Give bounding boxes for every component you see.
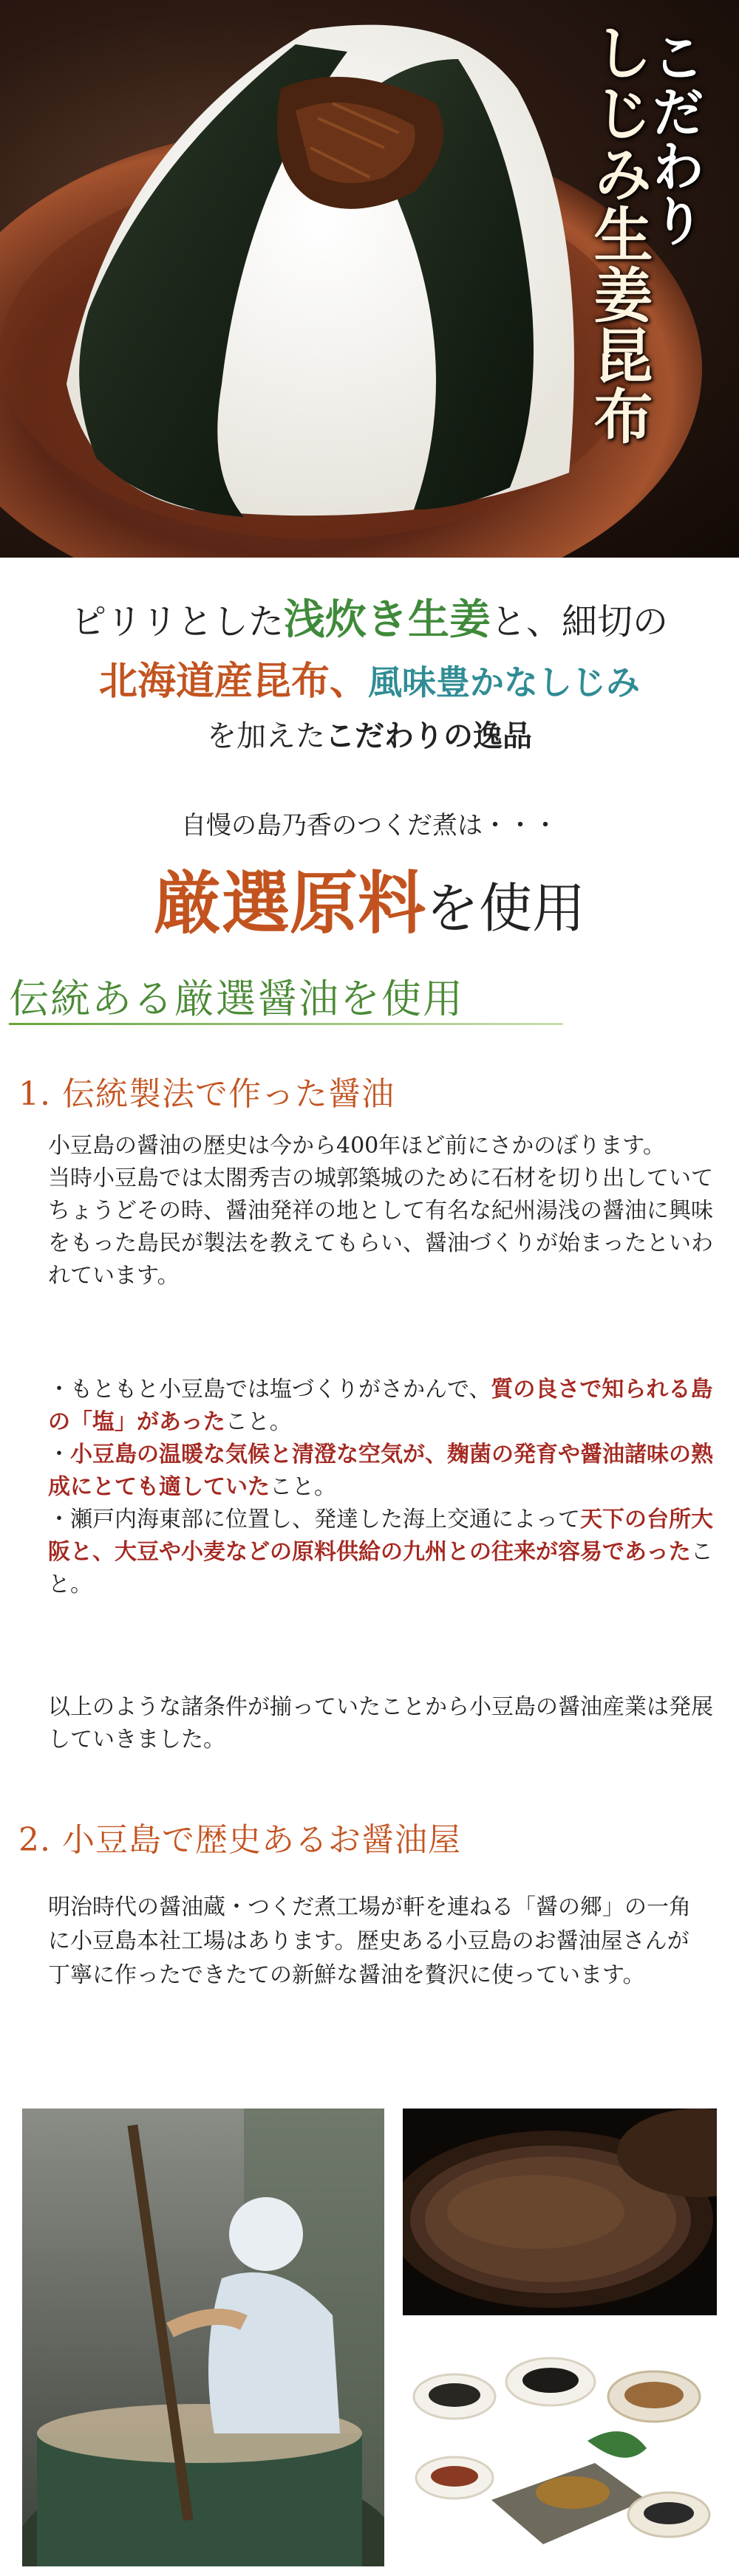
tsukudani-dishes-photo xyxy=(403,2330,717,2566)
bullet-salt-highlight: 質の良さで知られる島の「塩」があった xyxy=(48,1377,713,1435)
intro-line1 xyxy=(0,587,739,646)
hero-title-line1: こだわり xyxy=(643,30,706,248)
intro-line2 xyxy=(0,650,739,705)
bullet-climate-text: ・ xyxy=(48,1442,70,1467)
intro-line3-b: こだわりの逸品 xyxy=(325,719,532,753)
intro-line1-a: ピリリとした xyxy=(70,601,284,643)
subsection-1-heading: 1. 伝統製法で作った醤油 xyxy=(18,1075,395,1113)
intro-line3-a: を加えた xyxy=(207,719,325,753)
section-title: 伝統ある厳選醤油を使用 xyxy=(9,976,464,1022)
paragraph-conclusion: 以上のような諸条件が揃っていたことから小豆島の醤油産業は発展していきました。 xyxy=(48,1694,713,1753)
paragraph-origin: 当時小豆島では太閤秀吉の城郭築城のために石材を切り出していてちょうどその時、醤油発祥の地として有名な紀州湯浅の醤油に興味をもった島民が製法を教えてもらい、醤油づくりが始まったといわれています。 xyxy=(48,1165,713,1289)
bullet-climate-end: こと。 xyxy=(270,1474,336,1500)
bullet-salt-text: ・もともと小豆島では塩づくりがさかんで、 xyxy=(48,1377,491,1402)
subsection-2-heading: 2. 小豆島で歴史あるお醤油屋 xyxy=(18,1821,461,1859)
intro-line3 xyxy=(0,713,739,755)
paragraph-history: 小豆島の醤油の歴史は今から400年ほど前にさかのぼります。 xyxy=(48,1133,665,1159)
intro-line1-b: 浅炊き生姜 xyxy=(284,596,491,644)
bullet-climate xyxy=(48,1439,717,1504)
headline-b: を使用 xyxy=(426,877,586,939)
intro-line1-c: と、細切の xyxy=(491,601,669,643)
bullet-list xyxy=(48,1374,717,1601)
headline-a: 厳選原料 xyxy=(153,863,426,943)
bullet-salt xyxy=(48,1374,717,1439)
bullet-climate-highlight: 小豆島の温暖な気候と清澄な空気が、麹菌の発育や醤油諸味の熟成にとても適していた xyxy=(48,1442,713,1500)
bullet-transport-highlight: 天下の台所大阪と、大豆や小麦などの原料供給の九州との往来が容易であった xyxy=(48,1507,713,1565)
boast-text: 自慢の島乃香のつくだ煮は・・・ xyxy=(181,811,558,840)
hero-image xyxy=(0,0,739,558)
bullet-salt-end: こと。 xyxy=(225,1409,292,1435)
section-divider xyxy=(9,1023,563,1025)
soy-vat-photo xyxy=(403,2109,717,2315)
intro-line2-b: 風味豊かなしじみ xyxy=(368,662,640,702)
bullet-transport xyxy=(48,1504,717,1601)
paragraph-factory: 明治時代の醤油蔵・つくだ煮工場が軒を連ねる「醤の郷」の一角に小豆島本社工場はあります。歴史ある小豆島のお醤油屋さんが丁寧に作ったできたての新鮮な醤油を贅沢に使っています。 xyxy=(48,1894,691,1988)
intro-line2-a: 北海道産昆布、 xyxy=(98,660,368,704)
bullet-transport-end: こと。 xyxy=(48,1539,713,1597)
hero-title-line2: しじみ生姜昆布 xyxy=(584,22,653,446)
subsection-1-body xyxy=(48,1130,717,1292)
worker-photo xyxy=(22,2109,384,2566)
bullet-transport-text: ・瀬戸内海東部に位置し、発達した海上交通によって xyxy=(48,1507,580,1532)
headline xyxy=(0,849,739,947)
